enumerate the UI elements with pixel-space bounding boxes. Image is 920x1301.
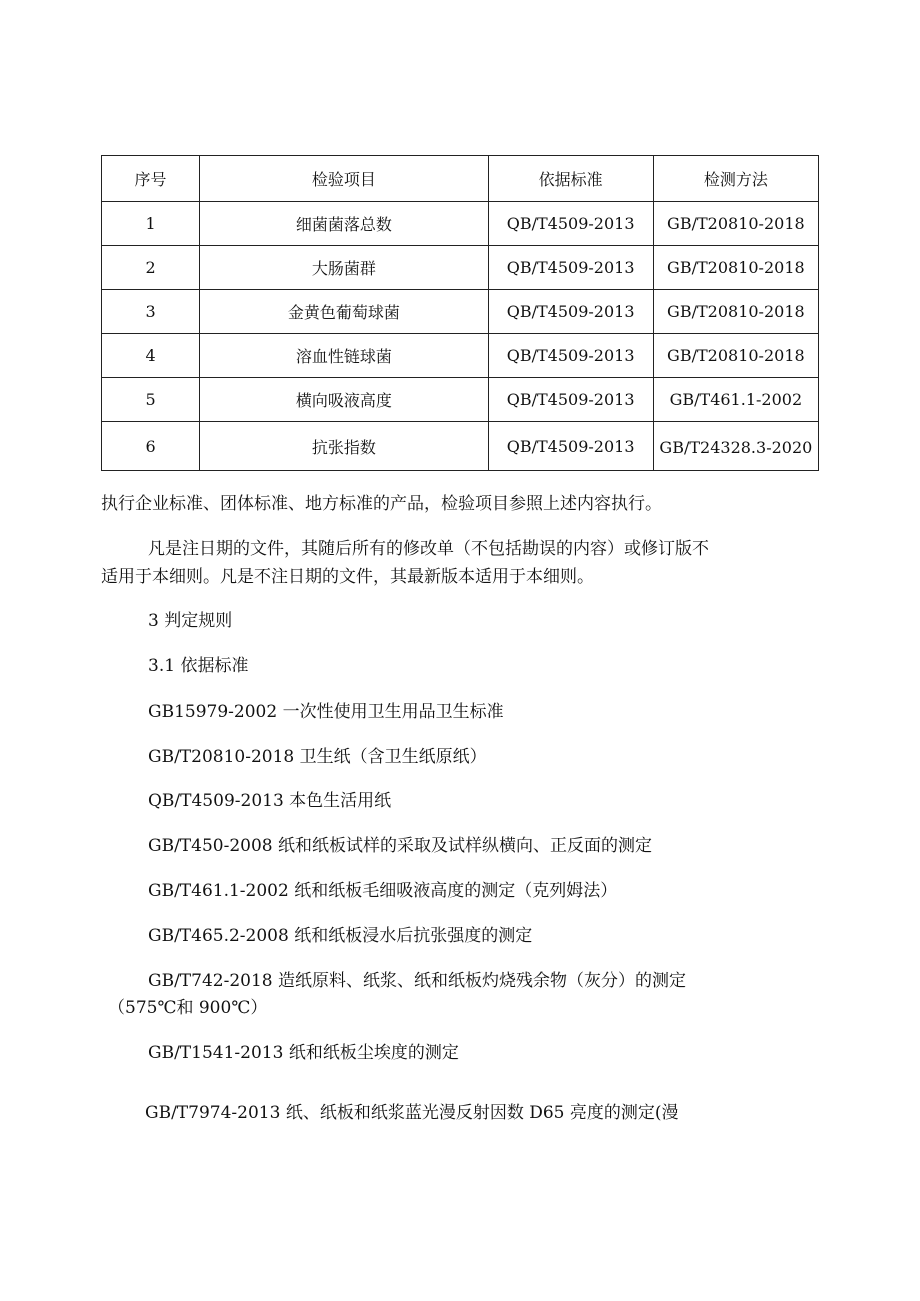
cell-method: GB/T20810-2018 <box>653 246 818 290</box>
standard-item: GB/T1541-2013 纸和纸板尘埃度的测定 <box>148 1043 459 1063</box>
cell-no: 1 <box>102 202 200 246</box>
standard-item: GB/T20810-2018 卫生纸（含卫生纸原纸） <box>148 747 487 767</box>
cell-no: 2 <box>102 246 200 290</box>
table-header-row <box>102 156 819 202</box>
cell-method: GB/T461.1-2002 <box>653 378 818 422</box>
header-standard: 依据标准 <box>488 156 653 202</box>
header-no: 序号 <box>102 156 200 202</box>
paragraph-dated-docs-line1: 凡是注日期的文件，其随后所有的修改单（不包括勘误的内容）或修订版不 <box>148 539 709 559</box>
cell-no: 6 <box>102 422 200 471</box>
cell-item: 横向吸液高度 <box>200 378 488 422</box>
standard-item: GB15979-2002 一次性使用卫生用品卫生标准 <box>148 702 504 722</box>
subsection-heading: 3.1 依据标准 <box>148 656 249 676</box>
paragraph-scope: 执行企业标准、团体标准、地方标准的产品，检验项目参照上述内容执行。 <box>101 494 662 514</box>
inspection-table <box>101 155 819 471</box>
cell-standard: QB/T4509-2013 <box>488 202 653 246</box>
table-row <box>102 202 819 246</box>
standard-item: GB/T461.1-2002 纸和纸板毛细吸液高度的测定（克列姆法） <box>148 881 618 901</box>
table-row <box>102 378 819 422</box>
standard-item-continuation: （575℃和 900℃） <box>108 998 268 1018</box>
standard-item: GB/T465.2-2008 纸和纸板浸水后抗张强度的测定 <box>148 926 533 946</box>
cell-no: 3 <box>102 290 200 334</box>
cell-item: 大肠菌群 <box>200 246 488 290</box>
standard-item: QB/T4509-2013 本色生活用纸 <box>148 791 392 811</box>
cell-item: 细菌菌落总数 <box>200 202 488 246</box>
table-row <box>102 334 819 378</box>
paragraph-dated-docs-line2: 适用于本细则。凡是不注日期的文件，其最新版本适用于本细则。 <box>101 567 594 587</box>
table-row <box>102 422 819 471</box>
cell-method: GB/T20810-2018 <box>653 334 818 378</box>
cell-standard: QB/T4509-2013 <box>488 246 653 290</box>
standard-item: GB/T450-2008 纸和纸板试样的采取及试样纵横向、正反面的测定 <box>148 836 652 856</box>
cell-item: 抗张指数 <box>200 422 488 471</box>
cell-method: GB/T20810-2018 <box>653 202 818 246</box>
cell-no: 4 <box>102 334 200 378</box>
cell-item: 金黄色葡萄球菌 <box>200 290 488 334</box>
cell-standard: QB/T4509-2013 <box>488 378 653 422</box>
section-heading: 3 判定规则 <box>148 611 233 631</box>
header-item: 检验项目 <box>200 156 488 202</box>
cell-standard: QB/T4509-2013 <box>488 290 653 334</box>
standard-item: GB/T7974-2013 纸、纸板和纸浆蓝光漫反射因数 D65 亮度的测定(漫 <box>145 1103 679 1123</box>
table-row <box>102 246 819 290</box>
cell-standard: QB/T4509-2013 <box>488 422 653 471</box>
cell-item: 溶血性链球菌 <box>200 334 488 378</box>
cell-method: GB/T24328.3-2020 <box>653 422 818 471</box>
cell-no: 5 <box>102 378 200 422</box>
header-method: 检测方法 <box>653 156 818 202</box>
cell-method: GB/T20810-2018 <box>653 290 818 334</box>
standard-item: GB/T742-2018 造纸原料、纸浆、纸和纸板灼烧残余物（灰分）的测定 <box>148 971 686 991</box>
cell-standard: QB/T4509-2013 <box>488 334 653 378</box>
table-row <box>102 290 819 334</box>
